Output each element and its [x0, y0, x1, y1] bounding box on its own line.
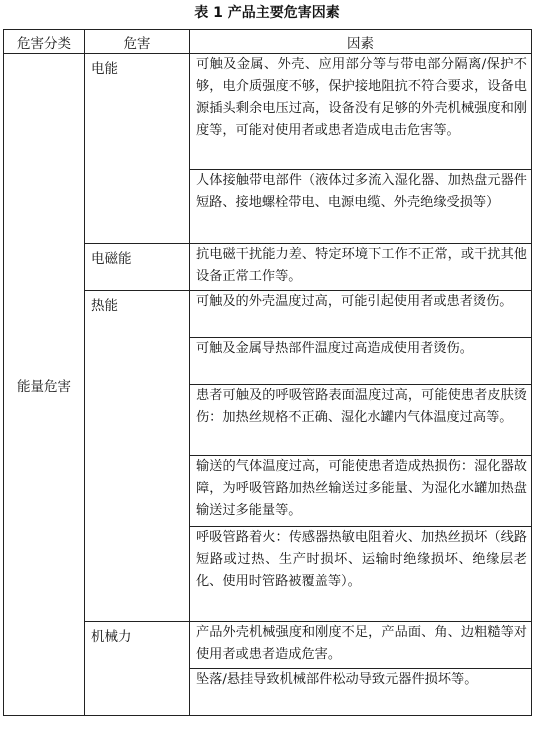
- factor-cell: 抗电磁干扰能力差、特定环境下工作不正常，或干扰其他设备正常工作等。: [190, 244, 532, 291]
- table-row: [4, 54, 532, 170]
- factor-cell: 产品外壳机械强度和刚度不足，产品面、角、边粗糙等对使用者或患者造成危害。: [190, 622, 532, 669]
- header-hazard: 危害: [85, 30, 190, 54]
- factor-cell: 可触及金属、外壳、应用部分等与带电部分隔离/保护不够，电介质强度不够，保护接地阻抗不符合要求，设备电源插头剩余电压过高，设备没有足够的外壳机械强度和刚度等，可能对使用者或患者造成电击危害等。: [190, 54, 532, 170]
- hazard-thermal: 热能: [85, 291, 190, 622]
- hazard-electromagnetic: 电磁能: [85, 244, 190, 291]
- factor-cell: 输送的气体温度过高，可能使患者造成热损伤：湿化器故障，为呼吸管路加热丝输送过多能量、为湿化水罐加热盘输送过多能量等。: [190, 456, 532, 527]
- hazard-table: [3, 29, 532, 716]
- category-cell: 能量危害: [4, 54, 85, 716]
- factor-cell: 可触及金属导热部件温度过高造成使用者烫伤。: [190, 338, 532, 385]
- table-header-row: [4, 30, 532, 54]
- factor-cell: 可触及的外壳温度过高，可能引起使用者或患者烫伤。: [190, 291, 532, 338]
- table-title: 表 1 产品主要危害因素: [194, 5, 340, 21]
- header-factor: 因素: [190, 30, 532, 54]
- factor-cell: 呼吸管路着火：传感器热敏电阻着火、加热丝损坏（线路短路或过热、生产时损坏、运输时绝缘损坏、绝缘层老化、使用时管路被覆盖等）。: [190, 527, 532, 622]
- header-category: 危害分类: [4, 30, 85, 54]
- hazard-electric: 电能: [85, 54, 190, 244]
- factor-cell: 人体接触带电部件（液体过多流入湿化器、加热盘元器件短路、接地螺栓带电、电源电缆、外壳绝缘受损等）: [190, 170, 532, 244]
- hazard-mechanical: 机械力: [85, 622, 190, 716]
- factor-cell: 坠落/悬挂导致机械部件松动导致元器件损坏等。: [190, 669, 532, 716]
- factor-cell: 患者可触及的呼吸管路表面温度过高，可能使患者皮肤烫伤：加热丝规格不正确、湿化水罐内气体温度过高等。: [190, 385, 532, 456]
